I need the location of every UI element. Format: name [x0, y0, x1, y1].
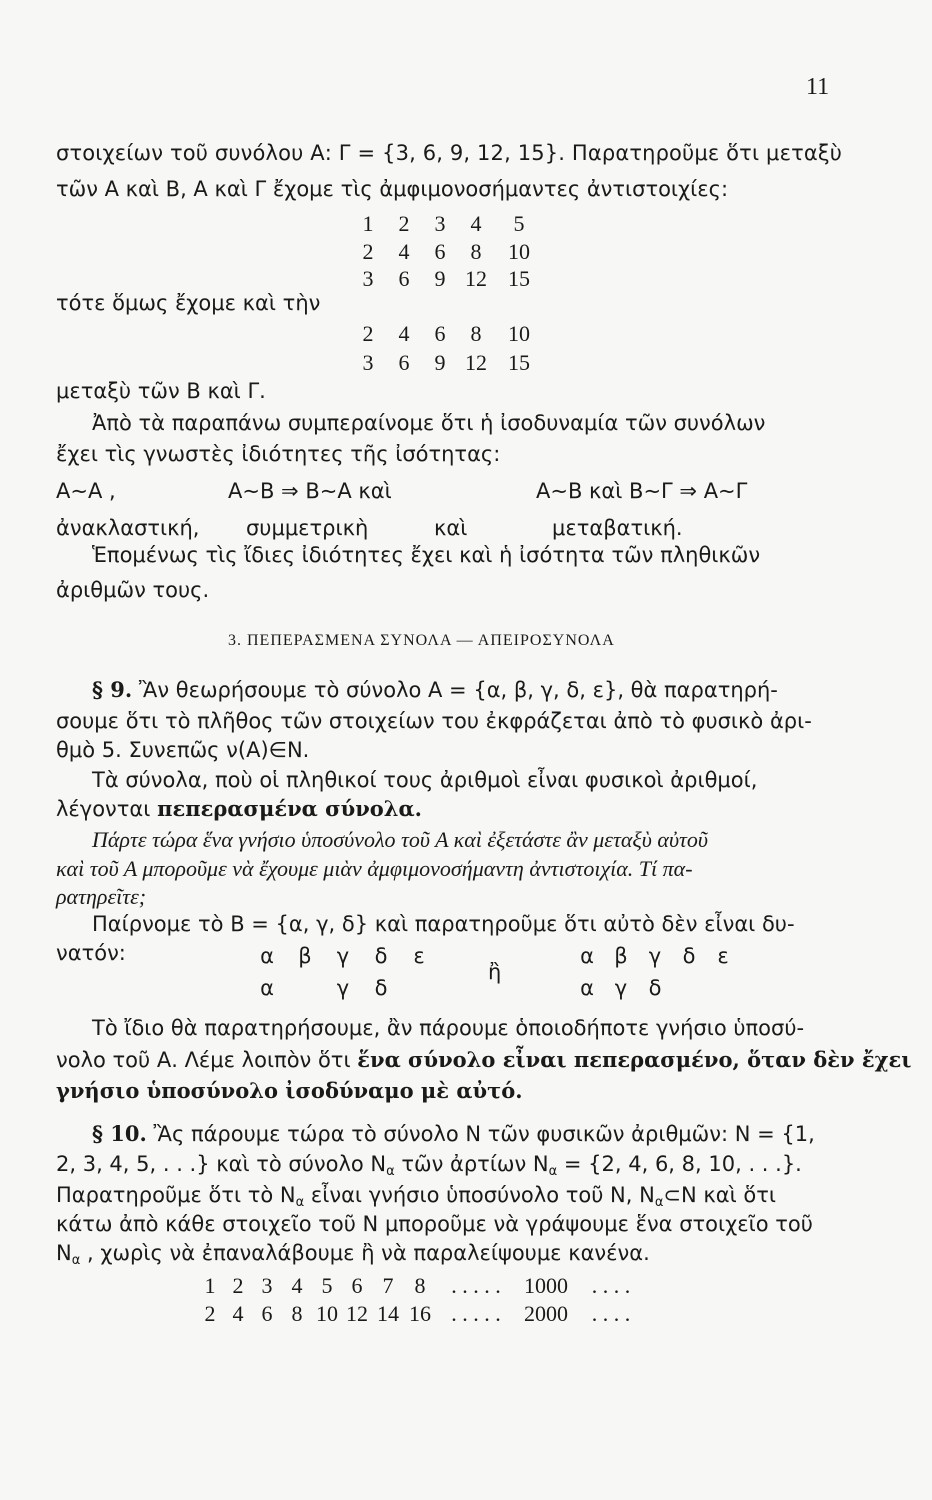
symbol: δ [682, 944, 696, 968]
text: τῶν ἀρτίων Ν [394, 1152, 549, 1176]
cell: 8 [470, 321, 482, 346]
text-line: τῶν Α καὶ Β, Α καὶ Γ ἔχομε τὶς ἀμφιμονοσήμαντες ἀντιστοιχίες: [56, 177, 729, 201]
seq-item: 7 [382, 1273, 394, 1298]
seq-item: 8 [291, 1301, 303, 1326]
cell: 5 [513, 211, 525, 236]
text-line: σουμε ὅτι τὸ πλῆθος τῶν στοιχείων του ἐκφράζεται ἀπὸ τὸ φυσικὸ ἀρι- [56, 709, 812, 733]
text-line: Ἑπομένως τὶς ἴδιες ἰδιότητες ἔχει καὶ ἡ ἰσότητα τῶν πληθικῶν [92, 543, 761, 567]
cell: 2 [362, 239, 374, 264]
correspondence-row [350, 211, 544, 237]
italic-line: ρατηρεῖτε; [56, 884, 147, 909]
cell: 15 [508, 350, 530, 375]
subscript: α [654, 1195, 664, 1210]
cell: 2 [398, 211, 410, 236]
seq-item: 4 [232, 1301, 244, 1326]
page-number: 11 [806, 74, 830, 100]
cell: 12 [465, 350, 487, 375]
symbol: α [260, 944, 274, 968]
symbol [286, 976, 324, 1000]
text: , χωρὶς νὰ ἐπαναλάβουμε ἢ νὰ παραλείψουμε κανένα. [80, 1241, 650, 1265]
italic-line: Πάρτε τώρα ἕνα γνήσιο ὑποσύνολο τοῦ Α καὶ ἐξετάστε ἂν μεταξὺ αὐτοῦ [92, 827, 709, 852]
text-line: θμὸ 5. Συνεπῶς ν(Α)∈Ν. [56, 738, 310, 762]
seq-item: 5 [321, 1273, 333, 1298]
label-reflexive: ἀνακλαστική, [56, 516, 200, 540]
label-transitive: μεταβατική. [552, 516, 683, 540]
text-line: μεταξὺ τῶν Β καὶ Γ. [56, 379, 266, 403]
seq-item: 2000 [524, 1301, 568, 1326]
seq-item: 1000 [524, 1273, 568, 1298]
text-line: Τὸ ἴδιο θὰ παρατηρήσουμε, ἂν πάρουμε ὁποιοδήποτε γνήσιο ὑποσύ- [92, 1016, 805, 1040]
cell: 6 [434, 239, 446, 264]
section-9-line [92, 677, 778, 702]
subscript: α [386, 1164, 395, 1179]
section-heading: 3. ΠΕΠΕΡΑΣΜΕΝΑ ΣΥΝΟΛΑ — ΑΠΕΙΡΟΣΥΝΟΛΑ [228, 632, 615, 649]
seq-item: . . . . . [451, 1301, 501, 1326]
property-reflexive: Α∼Α , [56, 479, 116, 503]
symbol: γ [648, 944, 662, 968]
symbol: γ [336, 976, 350, 1000]
correspondence-row [350, 239, 544, 265]
text-line [56, 796, 422, 821]
cell: 3 [434, 211, 446, 236]
symbol: δ [648, 976, 662, 1000]
text-line: νατόν: [56, 941, 126, 965]
seq-item: 2 [232, 1273, 244, 1298]
seq-item: 8 [414, 1273, 426, 1298]
symbol: ε [413, 944, 425, 968]
text-line: ἀριθμῶν τους. [56, 578, 210, 602]
symbol [400, 976, 438, 1000]
text: εἶναι γνήσιο ὑποσύνολο τοῦ Ν, Ν [304, 1183, 655, 1207]
text-line [56, 1241, 650, 1268]
subscript: α [548, 1164, 558, 1179]
seq-item: 2 [204, 1301, 216, 1326]
cell: 4 [398, 321, 410, 346]
text: 2, 3, 4, 5, . . .} καὶ τὸ σύνολο Ν [56, 1152, 387, 1176]
sequence-naturals [196, 1273, 646, 1299]
text: λέγονται [56, 797, 151, 821]
symbol: α [580, 944, 594, 968]
text: Ἂν θεωρήσουμε τὸ σύνολο Α = {α, β, γ, δ, ε}, θὰ παρατηρή- [138, 678, 778, 702]
symbol: β [298, 944, 312, 968]
text-line: κάτω ἀπὸ κάθε στοιχεῖο τοῦ Ν μποροῦμε νὰ γράψουμε ἕνα στοιχεῖο τοῦ [56, 1212, 813, 1236]
correspondence-left-top [248, 944, 438, 968]
seq-item: . . . . . [451, 1273, 501, 1298]
text-line: Παίρνομε τὸ Β = {α, γ, δ} καὶ παρατηροῦμε ὅτι αὐτὸ δὲν εἶναι δυ- [92, 912, 795, 936]
cell: 6 [398, 350, 410, 375]
cell: 4 [398, 239, 410, 264]
text: Ἂς πάρουμε τώρα τὸ σύνολο Ν τῶν φυσικῶν ἀριθμῶν: Ν = {1, [153, 1122, 815, 1146]
cell: 10 [508, 239, 530, 264]
cell: 2 [362, 321, 374, 346]
label-symmetric: συμμετρικὴ [246, 516, 369, 540]
property-symmetric: Α∼Β ⇒ Β∼Α καὶ [228, 479, 392, 503]
symbol: δ [374, 976, 388, 1000]
subscript: α [71, 1253, 81, 1268]
cell: 9 [434, 350, 446, 375]
text-line: Ἀπὸ τὰ παραπάνω συμπεραίνομε ὅτι ἡ ἰσοδυναμία τῶν συνόλων [92, 411, 766, 435]
seq-item: 4 [291, 1273, 303, 1298]
correspondence-row [350, 266, 544, 292]
cell: 6 [398, 266, 410, 291]
cell: 3 [362, 266, 374, 291]
text-line [56, 1183, 776, 1210]
seq-item: 3 [261, 1273, 273, 1298]
cell: 15 [508, 266, 530, 291]
text: Ν [56, 1241, 72, 1265]
symbol: γ [336, 944, 350, 968]
cell: 6 [434, 321, 446, 346]
correspondence-row [350, 321, 544, 347]
cell: 9 [434, 266, 446, 291]
cell: 3 [362, 350, 374, 375]
seq-item: 6 [261, 1301, 273, 1326]
bold-term: πεπερασμένα σύνολα. [157, 796, 422, 821]
text: νολο τοῦ Α. Λέμε λοιπὸν ὅτι [56, 1048, 351, 1072]
correspondence-right-top [570, 944, 740, 968]
correspondence-right-bottom [570, 976, 672, 1000]
text-line: στοιχείων τοῦ συνόλου Α: Γ = {3, 6, 9, 12, 15}. Παρατηροῦμε ὅτι μεταξὺ [56, 141, 843, 165]
italic-line: καὶ τοῦ Α μποροῦμε νὰ ἔχουμε μιὰν ἀμφιμονοσήμαντη ἀντιστοιχία. Τί πα- [56, 856, 693, 881]
cell: 12 [465, 266, 487, 291]
cell: 4 [470, 211, 482, 236]
cell: 10 [508, 321, 530, 346]
property-transitive: Α∼Β καὶ Β∼Γ ⇒ Α∼Γ [536, 479, 748, 503]
seq-item: 10 [316, 1301, 338, 1326]
symbol: δ [374, 944, 388, 968]
text: ⊂Ν καὶ ὅτι [663, 1183, 776, 1207]
bold-term: ἕνα σύνολο εἶναι πεπερασμένο, ὅταν δὲν ἔχει [357, 1047, 912, 1072]
text-line: τότε ὅμως ἔχομε καὶ τὴν [56, 291, 321, 315]
correspondence-left-bottom [248, 976, 438, 1000]
symbol: ε [717, 944, 729, 968]
cell: 1 [362, 211, 374, 236]
seq-item: . . . . [591, 1301, 631, 1326]
section-10-line [92, 1121, 815, 1146]
symbol: α [580, 976, 594, 1000]
seq-item: 6 [351, 1273, 363, 1298]
bold-line: γνήσιο ὑποσύνολο ἰσοδύναμο μὲ αὐτό. [56, 1078, 523, 1103]
seq-item: 16 [409, 1301, 431, 1326]
section-mark: § 10. [92, 1121, 147, 1146]
text: Παρατηροῦμε ὅτι τὸ Ν [56, 1183, 296, 1207]
correspondence-row [350, 350, 544, 376]
seq-item: 12 [346, 1301, 368, 1326]
text-line [56, 1047, 911, 1072]
text-line [56, 1152, 802, 1179]
symbol: β [614, 944, 628, 968]
subscript: α [295, 1195, 305, 1210]
seq-item: 14 [377, 1301, 399, 1326]
section-mark: § 9. [92, 677, 133, 702]
text: = {2, 4, 6, 8, 10, . . .}. [557, 1152, 802, 1176]
or-word: ἢ [488, 960, 502, 984]
symbol: γ [614, 976, 628, 1000]
text-line: Τὰ σύνολα, ποὺ οἱ πληθικοί τους ἀριθμοὶ εἶναι φυσικοὶ ἀριθμοί, [92, 768, 758, 792]
seq-item: . . . . [591, 1273, 631, 1298]
symbol: α [260, 976, 274, 1000]
sequence-evens [196, 1301, 646, 1327]
label-and: καὶ [434, 516, 468, 540]
text-line: ἔχει τὶς γνωστὲς ἰδιότητες τῆς ἰσότητας: [56, 442, 501, 466]
cell: 8 [470, 239, 482, 264]
seq-item: 1 [204, 1273, 216, 1298]
